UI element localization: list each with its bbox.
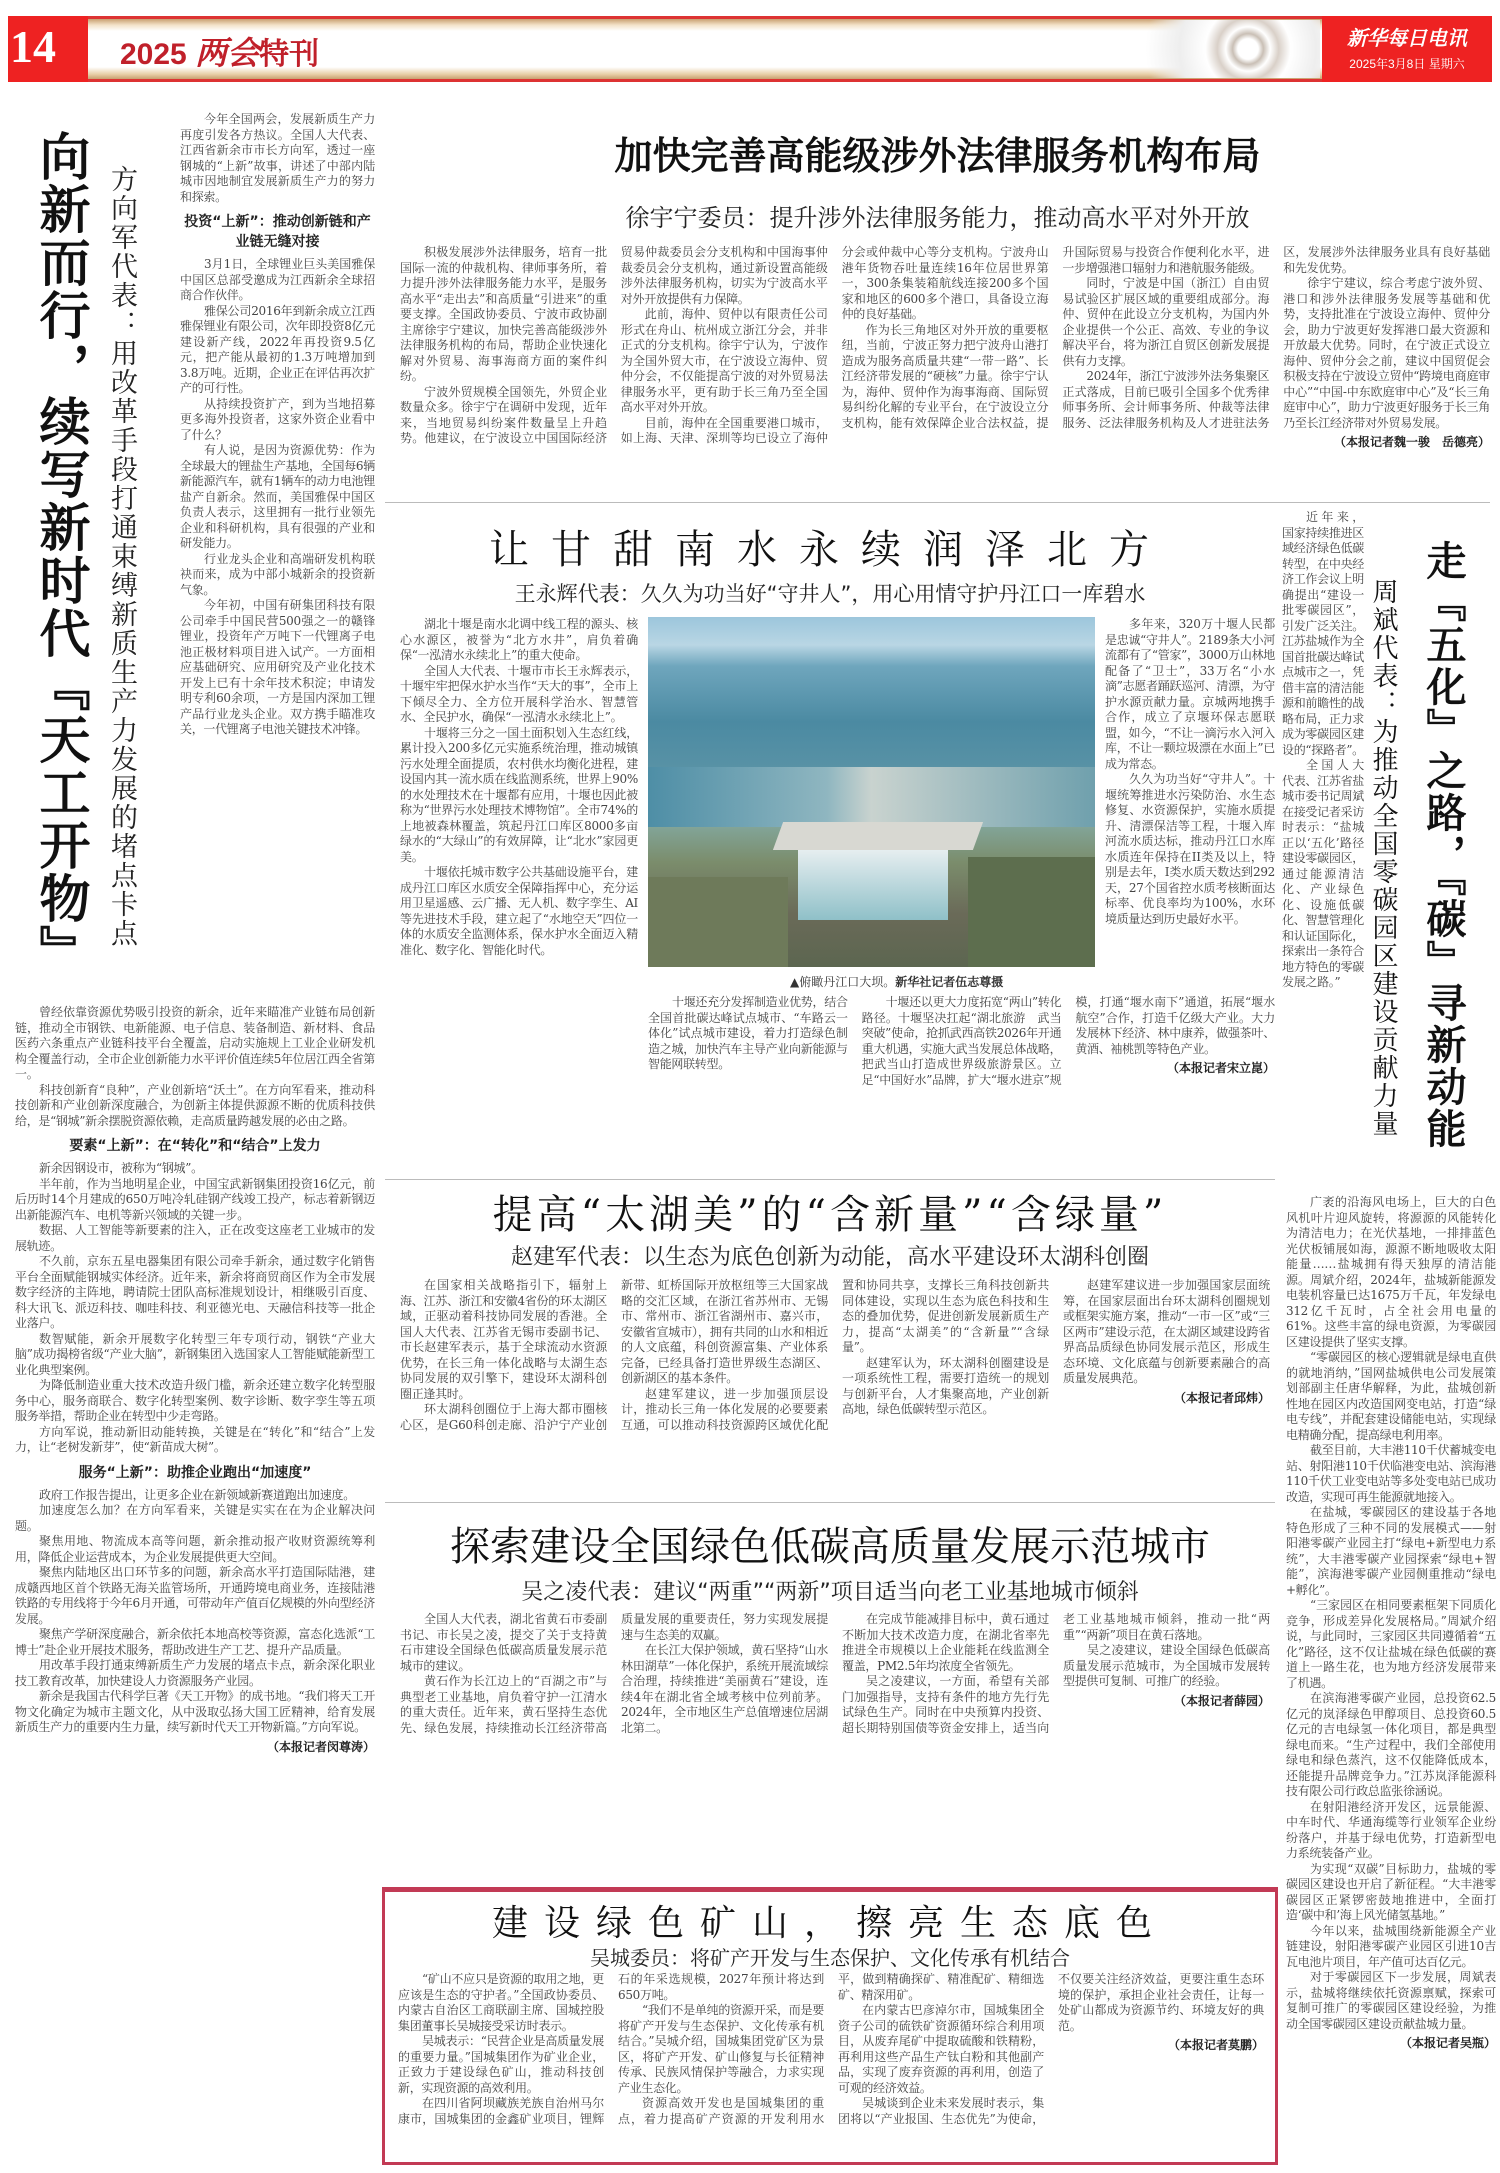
- paragraph: 同时，宁波是中国（浙江）自由贸易试验区扩展区域的重要组成部分。海仲、贸仲在此设立分支机构，为国内外企业提供一个公正、高效、专业的争议解决平台，将为浙江自贸区创新发展提供有力支撑。: [1062, 276, 1270, 368]
- divider: [385, 1502, 1275, 1503]
- masthead: [1322, 16, 1492, 82]
- paragraph: 今年全国两会，发展新质生产力再度引发各方热议。全国人大代表、江西省新余市市长方向军，透过一座钢城的“上新”故事，讲述了中部内陆城市因地制宜发展新质生产力的努力和探索。: [180, 112, 375, 204]
- paragraph: 吴城表示：“民营企业是高质量发展的重要力量。”国城集团作为矿业企业，正致力于建设绿色矿山，推动科技创新，实现资源的高效利用。: [398, 2034, 604, 2095]
- paragraph: 科技创新育“良种”，产业创新培“沃土”。在方向军看来，推动科技创新和产业创新深度融合，为创新主体提供源源不断的优质科技供给，是“钢城”新余摆脱资源依赖，走高质量跨越发展的必由之路。: [15, 1082, 375, 1128]
- paragraph: 资源高效开发也是国城集团的重点，着力提高矿产资源的开发利用水平，做到精确探矿、精准配矿、精细选矿、精深用矿。: [618, 1972, 1044, 2126]
- paragraph: 此前，海仲、贸仲以有限责任公司形式在舟山、杭州成立浙江分会，并非正式的分支机构。徐宇宁认为，宁波作为全国外贸大市，在宁波设立海仲、贸仲分会，不仅能提高宁波的对外贸易法律服务水平，更有助于长三角乃至全国高水平对外开放。: [620, 307, 828, 414]
- photo-danjiangkou-dam: [648, 617, 1095, 967]
- paragraph: 半年前，作为当地明星企业，中国宝武新钢集团投资16亿元，前后历时14个月建成的650万吨冷轧硅钢产线竣工投产，标志着新钢迈出新能源汽车、电机等新兴领域的关键一步。: [15, 1176, 375, 1222]
- paragraph: 吴城谈到企业未来发展时表示，集团将以“产业报国、生态优先”为使命，不仅要关注经济效益，更要注重生态环境的保护，承担企业社会责任，让每一处矿山都成为资源节约、环境友好的典范。: [838, 1972, 1264, 2126]
- spillway: [798, 850, 948, 920]
- article-headline-law: 加快完善高能级涉外法律服务机构布局: [614, 133, 1261, 178]
- paragraph: 多年来，320万十堰人民都是忠诚“守井人”。2189条大小河流都有了“管家”，3000万山林地配备了“卫士”，33万名“小水滴”志愿者踊跃巡河、清漂，为守护水源贡献力量。京城两地携手合作，成立了京堰环保志愿联盟，如今，“不让一滴污水入河入库，不让一颗垃圾漂在水面上”已成为常态。: [1105, 617, 1275, 771]
- masthead-logo: 新华每日电讯: [1347, 26, 1467, 50]
- divider: [385, 502, 1490, 503]
- section-year: 2025: [120, 38, 187, 71]
- paragraph: 数据、人工智能等新要素的注入，正在改变这座老工业城市的发展轨迹。: [15, 1223, 375, 1253]
- paragraph: 吴之凌建议，建设全国绿色低碳高质量发展示范城市，为全国城市发展转型提供可复制、可推广的经验。: [1063, 1643, 1270, 1688]
- paragraph: 在滨海港零碳产业园，总投资62.5亿元的岚泽绿色甲醇项目、总投资60.5亿元的吉电绿氢一体化项目，都是典型绿电而来。“生产过程中，我们全部使用绿电和绿色蒸汽，这不仅能降低成本，还能提升品牌竞争力。”江苏岚泽能源科技有限公司行政总监张徐涵说。: [1286, 1691, 1496, 1798]
- paragraph: 不久前，京东五星电器集团有限公司牵手新余，通过数字化销售平台全面赋能钢城实体经济。近年来，新余将商贸商区作为全市发展数字经济的主阵地，聘请院士团队高标准规划设计，相继吸引百度、科大讯飞、派迈科技、咖哇科技、利亚德光电、天融信科技等一批企业落户。: [15, 1254, 375, 1330]
- section-suffix: 特刊: [259, 38, 320, 71]
- article-body-water-side: [1105, 617, 1275, 987]
- paragraph: 赵建军建议，进一步加强顶层设计，推动长三角一体化发展的必要要素互通，可以推动科技资源跨区域优化配置和协同共享，支撑长三角科技创新共同体建设，实现以生态为底色科技和生态的叠加优势，促进创新发展新质生产力，提高“太湖美”的“含新量”“含绿量”。: [621, 1278, 1049, 1432]
- paragraph: 吴之凌建议，一方面，希望有关部门加强指导，支持有条件的地方先行先试绿色生产。同时在中央预算内投资、超长期特别国债等资金安排上，适当向老工业基地城市倾斜，推动一批“两重”“两新”项目在黄石落地。: [842, 1612, 1270, 1735]
- paragraph: 在四川省阿坝藏族羌族自治州马尔康市，国城集团的金鑫矿业项目，锂辉石的年采选规模，2027年预计将达到650万吨。: [398, 1972, 824, 2126]
- paragraph: 全国人大代表、江苏省盐城市委书记周斌在接受记者采访时表示：“盐城正以‘五化’路径建设零碳园区，通过能源清洁化、产业绿色化、设施低碳化、智慧管理化和认证国际化，探索出一条符合地方特色的零碳发展之路。”: [1282, 758, 1364, 989]
- paragraph: 宁波外贸规模全国领先，外贸企业数量众多。徐宇宁在调研中发现，近年来，当地贸易纠纷案件数量呈上升趋势。他建议，在宁波设立中国国际经济贸易仲裁委员会分支机构和中国海事仲裁委员会分支机构，通过新设置高能级涉外法律服务机构，切实为宁波高水平对外开放提供有力保障。: [400, 245, 828, 445]
- issue-date: 2025年3月8日: [1349, 57, 1426, 71]
- paragraph: 聚焦用地、物流成本高等问题，新余推动报产收财资源统筹利用，降低企业运营成本，为企业发展提供更大空间。: [15, 1534, 375, 1564]
- paragraph: 聚焦内陆地区出口环节多的问题，新余高水平打造国际陆港，建成赣西地区首个铁路无海关监管场所，开通跨境电商业务，连接陆港铁路的专用线将于今年6月开通，可带动年产值百亿规模的外向型经济发展。: [15, 1565, 375, 1626]
- article-subtitle-yancheng: 周斌代表：为推动全国零碳园区建设贡献力量: [1368, 578, 1398, 1138]
- article-body-water: [400, 617, 638, 1175]
- divider: [385, 1179, 1275, 1180]
- byline: （本报记者魏一骏 岳德亮）: [1333, 435, 1490, 449]
- article-subtitle-mine: 吴城委员：将矿产开发与生态保护、文化传承有机结合: [590, 1946, 1070, 1970]
- article-headline-mine: 建设绿色矿山，擦亮生态底色: [491, 1903, 1168, 1944]
- paragraph: 在完成节能减排目标中，黄石通过不断加大技术改造力度，在湖北省率先推进全市规模以上企业能耗在线监测全覆盖，PM2.5年均浓度全省领先。: [842, 1612, 1049, 1673]
- paragraph: 今年以来，盐城围绕新能源全产业链建设，射阳港零碳产业园区引进10吉瓦电池片项目，年产值可达百亿元。: [1286, 1923, 1496, 1969]
- paragraph: “矿山不应只是资源的取用之地，更应该是生态的守护者。”全国政协委员、内蒙古自治区工商联副主席、国城控股集团董事长吴城接受采访时表示。: [398, 1972, 604, 2033]
- paragraph: 2024年，浙江宁波涉外法务集聚区正式落成，目前已吸引全国多个优秀律师事务所、会计师事务所、仲裁等法律服务、泛法律服务机构及人才进驻法务区，发展涉外法律服务业具有良好基础和先发优势。: [1062, 245, 1490, 430]
- paragraph: 赵建军认为，环太湖科创圈建设是一项系统性工程，需要打造统一的规划与创新平台，人才集聚高地，产业创新高地，绿色低碳转型示范区。: [842, 1355, 1049, 1416]
- paragraph: 新余是我国古代科学巨著《天工开物》的成书地。“我们将天工开物文化确定为城市主题文化，从中汲取弘扬大国工匠精神，给育发展新质生产力的重要内生力量，续写新时代天工开物新篇。”方向军说。: [15, 1689, 375, 1734]
- paragraph: 曾经依靠资源优势吸引投资的新余，近年来瞄准产业链布局创新链，推动全市钢铁、电新能源、电子信息、装备制造、新材料、食品医药六条重点产业链科技平台全覆盖，启动实施规上工业企业研发机构全覆盖行动，全市企业创新能力水平评价值连续5年位居江西全省第一。: [15, 1005, 375, 1081]
- paragraph: 对于零碳园区下一步发展，周斌表示，盐城将继续依托资源禀赋，探索可复制可推广的零碳园区建设经验，为推动全国零碳园区建设贡献盐城力量。: [1286, 1970, 1496, 2031]
- byline: （本报记者吴瓶）: [1399, 2036, 1496, 2050]
- article-body-huangshi: [400, 1612, 1270, 1852]
- article-subtitle-water: 王永辉代表：久久为功当好“守井人”，用心用情守护丹江口一库碧水: [514, 582, 1146, 606]
- photo-credit: 新华社记者伍志尊摄: [895, 975, 1004, 989]
- paragraph: 新余因钢设市，被称为“钢城”。: [39, 1161, 203, 1175]
- article-headline-taihu: 提高“太湖美”的“含新量”“含绿量”: [492, 1192, 1168, 1238]
- paragraph: 久久为功当好“守井人”。十堰统筹推进水污染防治、水生态修复、水资源保护，实施水质提升、清漂保洁等工程，十堰入库河流水质达标，推动丹江口水库水质连年保持在II类及以上，特别是去年，I类水质天数达到292天，27个国省控水质考核断面达标率、优良率均为100%，水环境质量达到历史最好水平。: [1105, 772, 1275, 926]
- paragraph: 在射阳港经济开发区，远景能源、中车时代、华通海缆等行业领军企业纷纷落户，并基于绿电优势，打造新型电力系统装备产业。: [1286, 1799, 1496, 1860]
- article-subtitle-taihu: 赵建军代表：以生态为底色创新为动能，高水平建设环太湖科创圈: [510, 1245, 1149, 1270]
- article-body-yancheng-continued: [1286, 1195, 1496, 2165]
- paragraph: “三家园区在相同要素框架下同质化竞争，形成差异化发展格局。”周斌介绍说，与此同时，三家园区共同遵循着“五化”路径，这不仅让盐城在绿色低碳的赛道上一路生花，也为地方经济发展带来了机遇。: [1286, 1598, 1496, 1690]
- paragraph: 3月1日，全球锂业巨头美国雅保中国区总部受邀成为江西新余全球招商合作伙伴。: [180, 257, 375, 302]
- paragraph: 黄石作为长江边上的“百湖之市”与典型老工业基地，肩负着守护一江清水的重大责任。近年来，黄石坚持生态优先、绿色发展，持续推动长江经济带高质量发展的重要责任，努力实现发展提速与生态美的双赢。: [400, 1612, 828, 1735]
- article-subtitle-tiangong: 方向军代表：用改革手段打通束缚新质生产力发展的堵点卡点: [106, 165, 137, 948]
- section-title: [120, 28, 319, 74]
- paragraph: 十堰将三分之一国土面积划入生态红线，累计投入200多亿元实施系统治理，推动城镇污水处理全面提质，农村供水均衡化进程，建设国内其一流水质在线监测系统，世界上90%的水处理技术在十堰都有应用，十堰也因此被称为“世界污水处理技术博物馆”。全市74%的上地被森林覆盖，筑起丹江口库区8000多亩绿水的“大绿山”的有效屏障，让“北水”家园更美。: [400, 725, 638, 864]
- paragraph: 数智赋能，新余开展数字化转型三年专项行动，钢铁“产业大脑”成功揭榜省级“产业大脑”，新钢集团入选国家人工智能赋能新型工业化典型案例。: [15, 1331, 375, 1377]
- article-body-tiangong-continued: [15, 1005, 375, 2162]
- paragraph: 聚焦产学研深度融合，新余依托本地高校等资源，富态化选派“工博士”赴企业开展技术服务，帮助改进生产工艺、提升产品质量。: [15, 1627, 375, 1657]
- paragraph: 截至目前，大丰港110千伏蓄城变电站、射阳港110千伏临港变电站、滨海港110千伏工业变电站等多处变电站已成功改造，实现可再生能源就地接入。: [1286, 1443, 1496, 1504]
- paragraph: 今年初，中国有研集团科技有限公司牵手中国民营500强之一的赣锋锂业，投资年产万吨下一代锂离子电池正极材料项目进入试产。一方面相应基础研究、应用研究及产业化技术开发上已有十余年技术积淀；申请发明专利60余项，一方是国内深加工锂产品行业龙头企业。双方携手瞄准攻关，一代锂离子电池关键技术冲锋。: [180, 598, 375, 736]
- paragraph: 在内蒙古巴彦淖尔市，国城集团全资子公司的硫铁矿资源循环综合利用项目，从废弃尾矿中提取硫酸和铁精粉，再利用这些产品生产钛白粉和其他副产品，实现了废弃资源的再利用，创造了可观的经济效益。: [838, 2003, 1044, 2095]
- issue-weekday: 星期六: [1428, 57, 1465, 71]
- paragraph: 十堰依托城市数字公共基础设施平台，建成丹江口库区水质安全保障指挥中心，充分运用卫星遥感、云广播、无人机、数字孪生、AI等先进技术手段，建立起了“水地空天”四位一体的水质安全监测体系，保水护水全面迈入精准化、数字化、智能化时代。: [400, 865, 638, 957]
- decorative-swirl-graphic: [1080, 20, 1320, 78]
- paragraph: 雅保公司2016年到新余成立江西雅保锂业有限公司，次年即投资8亿元建设新产线，2022年再投资9.5亿元，把产能从最初的1.3万吨增加到3.8万吨。近期，企业正在评估再次扩产的可行性。: [180, 303, 375, 395]
- paragraph: 为实现“双碳”目标助力，盐城的零碳园区建设也开启了新征程。“大丰港零碳园区正紧锣密鼓地推进中，全面打造‘碳中和’海上风光储氢基地。”: [1286, 1861, 1496, 1922]
- paragraph: 方向军说，推动新旧动能转换，关键是在“转化”和“结合”上发力，让“老树发新芽”，使“新苗成大树”。: [15, 1424, 375, 1454]
- paragraph: 目前，海仲在全国重要港口城市，如上海、天津、深圳等均已设立了海仲分会或仲裁中心等分支机构。宁波舟山港年货物吞吐量连续16年位居世界第一，300条集装箱航线连接200多个国家和地区的600多个港口，具备设立海仲的良好基础。: [620, 245, 1049, 445]
- article-body-tiangong: [180, 112, 375, 997]
- paragraph: 有人说，是因为资源优势：作为全球最大的锂盐生产基地，全国每6辆新能源汽车，就有1辆车的动力电池锂盐产自新余。然而，美国雅保中国区负责人表示，这里拥有一批行业领先企业和科研机构，具有很强的产业和研发能力。: [180, 443, 375, 550]
- paragraph: 行业龙头企业和高端研发机构联袂而来，成为中部小城新余的投资新气象。: [180, 551, 375, 597]
- article-subtitle-huangshi: 吴之凌代表：建议“两重”“两新”项目适当向老工业基地城市倾斜: [521, 1580, 1139, 1605]
- paragraph: 作为长三角地区对外开放的重要枢纽，当前，宁波正努力把宁波舟山港打造成为服务高质量共建“一带一路”、长江经济带发展的“硬核”力量。徐宇宁认为，海仲、贸仲作为海事海商、国际贸易纠纷化解的专业平台，在宁波设立分支机构，能有效保障企业合法权益，提升国际贸易与投资合作便利化水平，进一步增强港口辐射力和港航服务能级。: [841, 245, 1270, 430]
- paragraph: 湖北十堰是南水北调中线工程的源头、核心水源区，被誉为“北方水井”，肩负着确保“一泓清水永续北上”的重大使命。: [400, 617, 638, 662]
- paragraph: 在国家相关战略指引下，辐射上海、江苏、浙江和安徽4省份的环太湖区域，正驱动着科技协同发展的香港。全国人大代表、江苏省无锡市委副书记、市长赵建军表示，基于全球流动水资源优势，在长三角一体化战略与太湖生态协同发展的双引擎下，建设环太湖科创圈正逢其时。: [400, 1278, 607, 1401]
- paragraph: 徐宇宁建议，综合考虑宁波外贸、港口和涉外法律服务发展等基础和优势，支持批准在宁波设立海仲、贸仲分会，助力宁波更好发挥港口最大资源和开放最大优势。同时，在宁波正式设立海仲、贸仲分会之前，建议中国贸促会积极支持在宁波设立贸仲“跨境电商庭审中心”“中国-中东欧庭审中心”及“长三角庭审中心”，助力宁波更好服务于长三角乃至长江经济带对外贸易发展。: [1283, 276, 1490, 430]
- section-name: 两会: [195, 34, 260, 72]
- paragraph: 全国人大代表、十堰市市长王永辉表示，十堰牢牢把保水护水当作“天大的事”，全市上下倾尽全力、全方位开展科学治水、智慧管水、全民护水，确保“一泓清水永续北上”。: [400, 663, 638, 724]
- page-number: 14: [10, 21, 56, 72]
- article-body-mine: [398, 1972, 1264, 2160]
- paragraph: 环太湖科创圈位于上海大都市圈核心区，是G60科创走廊、沿沪宁产业创新带、虹桥国际开放枢纽等三大国家战略的交汇区域，在浙江省苏州市、无锡市、常州市、浙江省湖州市、嘉兴市，安徽省宣城市），拥有共同的山水和相近的人文底蕴，科创资源富集、产业体系完备，已经具备打造世界级生态湖区、创新湖区的基本条件。: [400, 1278, 828, 1432]
- paragraph: 十堰还以更大力度拓宽“两山”转化路径。十堰坚决扛起“湖北旅游 武当突破”使命，抢抓武西高铁2026年开通重大机遇，实施大武当发展总体战略，把武当山打造成世界级旅游景区。立足“中国好水”品牌，扩大“堰水进京”规模，打通“堰水南下”通道，拓展“堰水航空”合作，打造千亿级大产业。大力发展林下经济、林中康养，做强茶叶、黄酒、袖桃凯等特色产业。: [861, 995, 1275, 1087]
- paragraph: 从持续投资扩产，到为当地招募更多海外投资者，这家外资企业看中了什么？: [180, 396, 375, 442]
- section-subheading: 投资“上新”：推动创新链和产业链无缝对接: [184, 214, 371, 250]
- paragraph: 加速度怎么加？在方向军看来，关键是实实在在为企业解决问题。: [15, 1503, 375, 1533]
- paragraph: 赵建军建议进一步加强国家层面统筹，在国家层面出台环太湖科创圈规划或框架实施方案，推动“一市一区”或“三区两市”建设示范，在太湖区域建设跨省界高品质绿色协同发展示范区，形成生态环境、文化底蕴与创新要素融合的高质量发展典范。: [1063, 1278, 1270, 1385]
- paragraph: 在长江大保护领域，黄石坚持“山水林田湖草”一体化保护，系统开展流域综合治理，持续推进“美丽黄石”建设，连续4年在湖北省全域考核中位列前茅。2024年，全市地区生产总值增速位居湖北第二。: [621, 1643, 828, 1735]
- paragraph: “我们不是单纯的资源开采，而是要将矿产开发与生态保护、文化传承有机结合。”吴城介绍，国城集团党矿区为景区，将矿产开发、矿山修复与长征精神传承、民族风情保护等融合，力求实现产业生态化。: [618, 2003, 824, 2095]
- paragraph: 广袤的沿海风电场上，巨大的白色风机叶片迎风旋转，将源源的风能转化为清洁电力；在光伏基地，一排排蓝色光伏板铺展如海，源源不断地吸收太阳能量……盐城拥有得天独厚的清洁能源。周斌介绍，2024年，盐城新能源发电装机容量已达1675万千瓦，年发绿电312亿千瓦时，占全社会用电量的61%。这些丰富的绿电资源，为零碳园区建设提供了坚实支撑。: [1286, 1195, 1496, 1349]
- paragraph: 政府工作报告提出，让更多企业在新领域新赛道跑出加速度。: [39, 1487, 355, 1502]
- article-headline-yancheng: 走『五化』之路，『碳』寻新动能: [1420, 540, 1467, 1150]
- paragraph: 近年来，国家持续推进区域经济绿色低碳转型，在中央经济工作会议上明确提出“建设一批零碳园区”，引发广泛关注。江苏盐城作为全国首批碳达峰试点城市之一，凭借丰富的清洁能源和前瞻性的战略布局，正力求成为零碳园区建设的“探路者”。: [1282, 510, 1364, 757]
- article-body-taihu: [400, 1278, 1270, 1493]
- section-subheading: 要素“上新”：在“转化”和“结合”上发力: [69, 1138, 321, 1154]
- paragraph: 用改革手段打通束缚新质生产力发展的堵点卡点，新余深化职业技工教育改革，加快建设人力资源服务产业园。: [15, 1658, 375, 1688]
- paragraph: 在盐城，零碳园区的建设基于各地特色形成了三种不同的发展模式——射阳港零碳产业园主打“绿电+新型电力系统”，大丰港零碳产业园探索“绿电+智能”，滨海港零碳产业园侧重推动“绿电+孵化”。: [1286, 1505, 1496, 1597]
- byline: （本报记者闵尊涛）: [266, 1739, 375, 1754]
- paragraph: 全国人大代表，湖北省黄石市委副书记、市长吴之凌，提交了关于支持黄石市建设全国绿色低碳高质量发展示范城市的建议。: [400, 1612, 607, 1673]
- byline: （本报记者宋立崑）: [1166, 1061, 1275, 1075]
- article-subtitle-law: 徐宇宁委员：提升涉外法律服务能力，推动高水平对外开放: [625, 204, 1250, 232]
- section-subheading: 服务“上新”：助推企业跑出“加速度”: [78, 1464, 312, 1481]
- article-headline-huangshi: 探索建设全国绿色低碳高质量发展示范城市: [450, 1524, 1210, 1570]
- byline: （本报记者莫鹏）: [1167, 2038, 1264, 2052]
- dam-structure: [773, 822, 983, 850]
- article-body-yancheng: [1282, 510, 1364, 1190]
- paragraph: “零碳园区的核心逻辑就是绿电直供的就地消纳，”国网盐城供电公司发展策划部副主任唐华解释，为此，盐城创新性地在园区内改造国网变电站，打造“绿电专线”，并配套建设储能电站，实现绿电精确分配，提高绿电利用率。: [1286, 1350, 1496, 1442]
- paragraph: 积极发展涉外法律服务，培育一批国际一流的仲裁机构、律师事务所，着力提升涉外法律服务能力水平，是服务高水平“走出去”和高质量“引进来”的重要支撑。全国政协委员、宁波市政协副主席徐宇宁建议，加快完善高能级涉外法律服务机构的布局，帮助企业快速化解对外贸易、海事海商方面的案件纠纷。: [400, 245, 607, 383]
- byline: （本报记者薛园）: [1173, 1693, 1270, 1708]
- paragraph: 十堰还充分发挥制造业优势，结合全国首批碳达峰试点城市、“车路云一体化”试点城市建设，着力打造绿色制造之城，加快汽车主导产业向新能源与智能网联转型。: [648, 995, 848, 1071]
- byline: （本报记者邱炜）: [1173, 1390, 1270, 1405]
- paragraph: 为降低制造业重大技术改造升级门槛，新余还建立数字化转型服务中心，服务商联合、数字化转型案例、数字诊断、数字孪生等五项服务举措，帮助企业在转型中少走弯路。: [15, 1378, 375, 1423]
- article-body-law: [400, 245, 1490, 495]
- article-body-water-continued: [648, 995, 1275, 1175]
- photo-caption: ▲俯瞰丹江口大坝。新华社记者伍志尊摄: [790, 975, 1004, 989]
- article-headline-tiangong: 向新而行，续写新时代『天工开物』: [30, 130, 90, 978]
- article-headline-water: 让甘甜南水永续润泽北方: [489, 527, 1171, 573]
